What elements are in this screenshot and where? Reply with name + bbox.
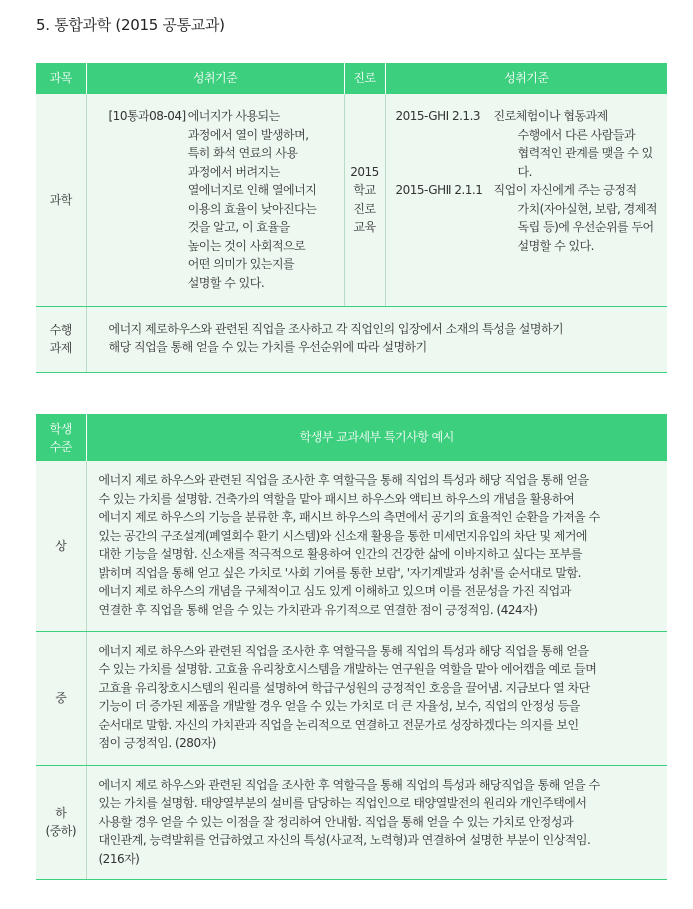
- task-cell: [86, 306, 667, 372]
- record-line: 대인관계, 능력발휘를 언급하였고 자신의 특성(사교적, 노력형)과 연결하여 설명한 부분이 인상적임.: [98, 833, 591, 847]
- task-line: 해당 직업을 통해 얻을 수 있는 가치를 우선순위에 따라 설명하기: [108, 340, 427, 354]
- record-cell: [86, 461, 667, 631]
- record-line: 고효율 유리창호시스템의 원리를 설명하여 학급구성원의 긍정적인 호응을 끌어냄. 지금보다 열 차단: [98, 680, 590, 695]
- record-line: 에너지 제로 하우스와 관련된 직업을 조사한 후 역할극을 통해 직업의 특성과 해당직업을 통해 얻을 수: [98, 777, 600, 792]
- career-standard-cell: [385, 94, 667, 306]
- record-line: 점이 긍정적임. (280자): [98, 736, 216, 750]
- career-standard-2: [396, 181, 664, 255]
- career-standard-line: 수행에서 다른 사람들과: [517, 127, 636, 142]
- career-standard-line: 협력적인 관계를 맺을 수 있다.: [517, 146, 653, 179]
- record-cell: [86, 765, 667, 879]
- header-career: 진로: [344, 63, 385, 94]
- subject-cell: 과학: [36, 94, 86, 306]
- student-records-table: [36, 414, 667, 880]
- standard-line: 과정에서 버려지는: [187, 164, 280, 179]
- task-label-line: 과제: [49, 341, 72, 355]
- career-standard-code: 2015-GHⅡ 2.1.1: [395, 183, 483, 197]
- career-standard-line: 직업이 자신에게 주는 긍정적: [493, 183, 637, 197]
- record-line: 기능이 더 증가된 제품을 개발할 경우 얻을 수 있는 가치로 더 큰 자율성, 보수, 직업의 안정성 등을: [98, 699, 580, 713]
- record-line: 에너지 제로 하우스와 관련된 직업을 조사한 후 역할극을 통해 직업의 특성과 해당 직업을 통해 얻을: [98, 643, 589, 658]
- science-row: [36, 94, 667, 306]
- record-line: 있는 가치를 설명함. 태양열부분의 설비를 담당하는 직업인으로 태양열발전의 원리와 개인주택에서: [98, 796, 587, 810]
- career-course-line: 교육: [353, 220, 376, 235]
- standard-text: [186, 107, 317, 292]
- task-label-line: 수행: [49, 322, 72, 337]
- header-level-line: 학생: [49, 421, 72, 436]
- level-row-mid: [36, 631, 667, 765]
- record-line: 수 있는 가치를 설명함. 건축가의 역할을 맡아 패시브 하우스와 액티브 하우스의 개념을 활용하여: [98, 491, 575, 506]
- standard-line: 과정에서 열이 발생하며,: [187, 127, 309, 142]
- level-row-high: [36, 461, 667, 631]
- record-line: 에너지 제로 하우스의 기능을 분류한 후, 패시브 하우스의 측면에서 공기의 효율적인 순환을 가져올 수: [98, 510, 600, 524]
- record-cell: [86, 631, 667, 765]
- career-course-line: 학교: [353, 183, 376, 198]
- standard-line: 설명할 수 있다.: [187, 275, 265, 290]
- level-cell: [36, 765, 86, 879]
- task-label-cell: [36, 306, 86, 372]
- record-line: 수 있는 가치를 설명함. 고효율 유리창호시스템을 개발하는 연구원을 역할을 맡아 에어캡을 예로 들며: [98, 662, 597, 676]
- standard-line: 에너지가 사용되는: [187, 109, 280, 123]
- standard-line: 열에너지로 인해 열에너지: [187, 183, 317, 197]
- header-record-title: 학생부 교과세부 특기사항 예시: [86, 414, 667, 461]
- standard-line: 높이는 것이 사회적으로: [187, 238, 306, 253]
- career-standard-code: 2015-GHⅠ 2.1.3: [395, 109, 481, 123]
- standard-cell: [86, 94, 344, 306]
- table2-header-row: [36, 414, 667, 461]
- career-standard-line: 독립 등)에 우선순위를 두어: [517, 220, 654, 234]
- record-line: 있는 공간의 구조설계(폐열회수 환기 시스템)와 신소재 활용을 통한 미세먼지유입의 차단 및 제거에: [98, 528, 588, 543]
- record-line: 순서대로 말함. 자신의 가치관과 직업을 논리적으로 연결하고 전문가로 성장하겠다는 의지를 보인: [98, 717, 579, 732]
- achievement-standards-table: [36, 63, 667, 373]
- record-line: 밝히며 직업을 통해 얻고 싶은 가치로 '사회 기여를 통한 보람', '자기계발과 성취'를 순서대로 말함.: [98, 565, 581, 580]
- standard-line: 이용의 효율이 낮아진다는: [187, 201, 317, 216]
- level-line: 하: [55, 806, 67, 820]
- table1-header-row: [36, 63, 667, 94]
- level-cell: 상: [36, 461, 86, 631]
- standard-line: 것을 알고, 이 효율을: [187, 220, 290, 234]
- header-level-line: 수준: [49, 439, 72, 454]
- career-standard-line: 진로체험이나 협동과제: [493, 109, 608, 123]
- standard-line: 어떤 의미가 있는지를: [187, 257, 295, 271]
- header-level: [36, 414, 86, 461]
- page-title: 5. 통합과학 (2015 공통교과): [36, 16, 225, 34]
- level-line: (중하): [45, 824, 77, 838]
- level-row-low: [36, 765, 667, 879]
- career-standard-line: 설명할 수 있다.: [517, 238, 594, 253]
- career-standard-1: [396, 107, 664, 181]
- standard-line: 특히 화석 연료의 사용: [187, 146, 298, 160]
- header-subject: 과목: [36, 63, 86, 94]
- career-course-cell: [344, 94, 385, 306]
- header-career-standard: 성취기준: [385, 63, 667, 94]
- record-line: 에너지 제로 하우스의 개념을 구체적이고 심도 있게 이해하고 있으며 이를 전문성을 가진 직업과: [98, 584, 571, 598]
- record-line: 사용할 경우 얻을 수 있는 이점을 잘 정리하여 안내함. 직업을 통해 얻을 수 있는 가치로 안정성과: [98, 814, 574, 829]
- career-course-line: 진로: [353, 201, 376, 216]
- record-line: 연결한 후 직업을 통해 얻을 수 있는 가치관과 유기적으로 연결한 점이 긍정적임. (424자): [98, 602, 538, 617]
- record-line: 에너지 제로 하우스와 관련된 직업을 조사한 후 역할극을 통해 직업의 특성과 해당 직업을 통해 얻을: [98, 473, 589, 487]
- record-line: (216자): [98, 851, 140, 866]
- record-line: 대한 기능을 설명함. 신소재를 적극적으로 활용하여 인간의 건강한 삶에 이바지하고 싶다는 포부를: [98, 547, 582, 561]
- career-course-line: 2015: [350, 164, 379, 179]
- career-standard-line: 가치(자아실현, 보람, 경제적: [517, 201, 657, 216]
- level-cell: 중: [36, 631, 86, 765]
- task-line: 에너지 제로하우스와 관련된 직업을 조사하고 각 직업인의 입장에서 소재의 특성을 설명하기: [108, 321, 564, 336]
- standard-code: [10통과08-04]: [108, 109, 186, 123]
- task-row: [36, 306, 667, 372]
- header-standard: 성취기준: [86, 63, 344, 94]
